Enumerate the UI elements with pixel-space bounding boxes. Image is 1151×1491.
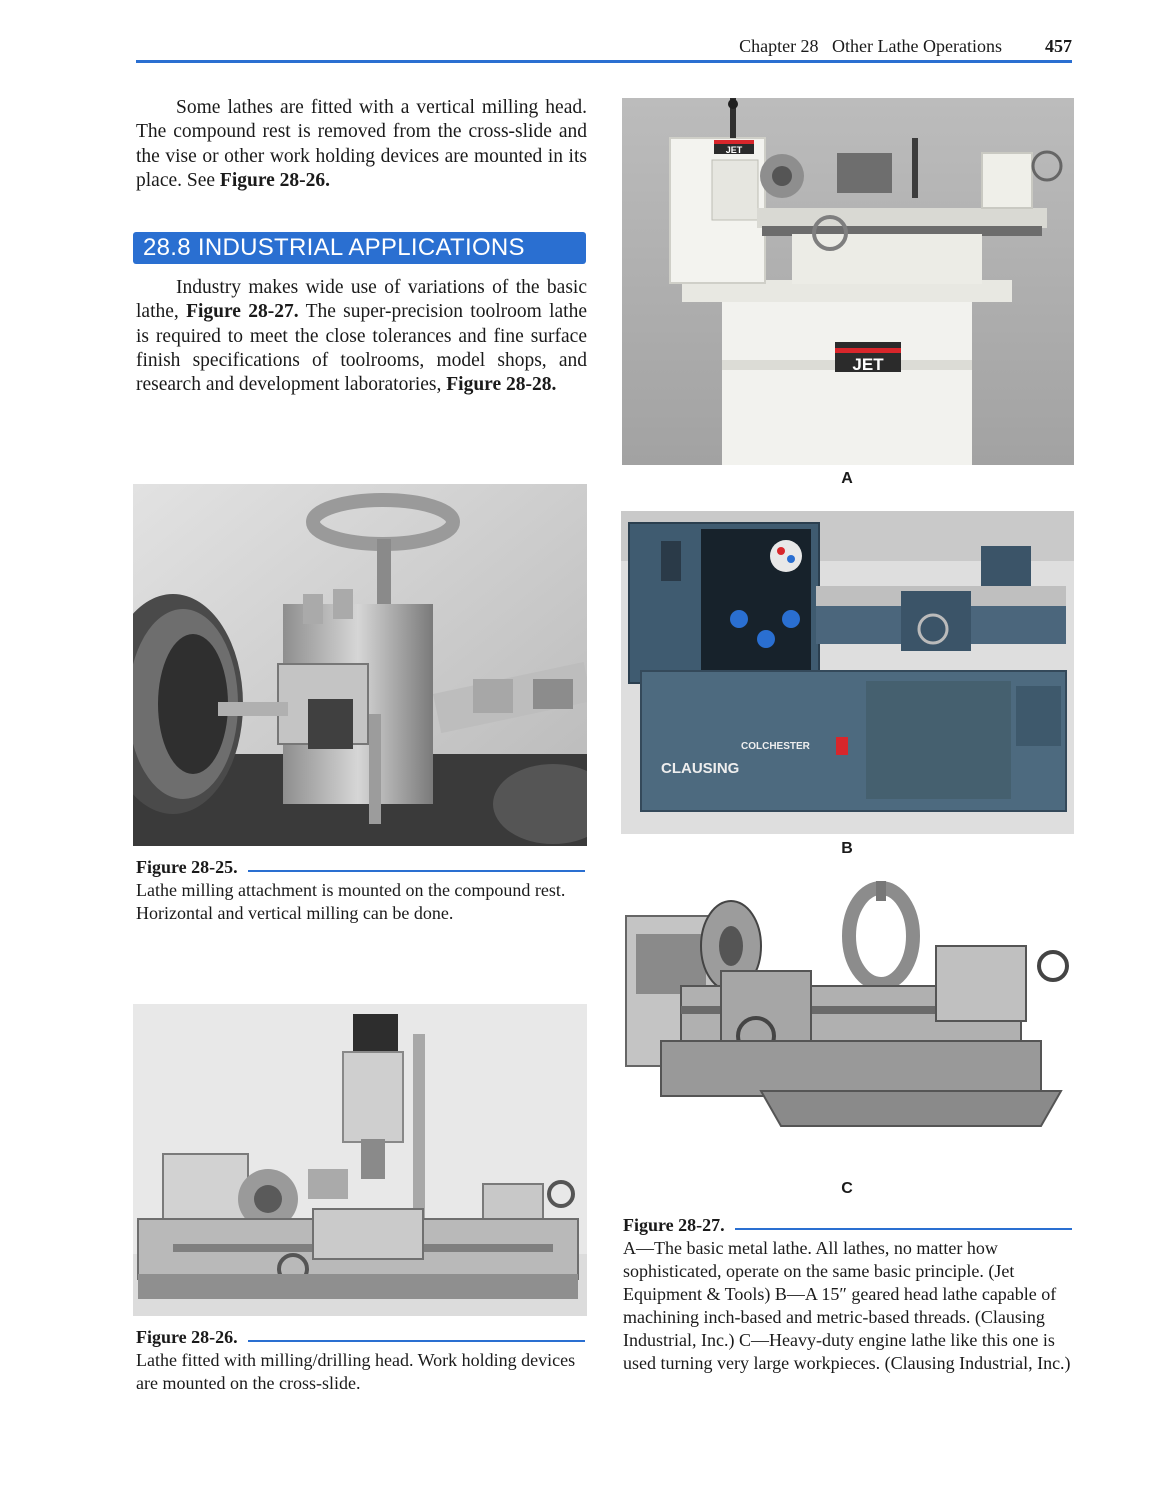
chapter-title: Chapter 28 Other Lathe Operations [739,36,1002,56]
figure-28-27-caption [623,1214,1072,1375]
figure-28-27-label-a: A [841,470,853,487]
figure-28-25-photo [133,484,587,846]
figure-28-27a-photo [622,98,1074,465]
figure-28-26-caption-head [136,1326,585,1349]
figure-28-25-title: Figure 28-25. [136,857,238,877]
figure-28-27b-photo [621,511,1074,834]
figure-28-25-caption [136,856,585,925]
jet-headstock-logo: JET [725,145,743,155]
section-figure-ref-2: Figure 28-28. [446,374,557,396]
figure-28-27-caption-head [623,1214,1072,1237]
figure-28-27c-photo [621,876,1074,1172]
page-number: 457 [1045,36,1072,56]
caption-rule [248,1340,585,1342]
colchester-logo: COLCHESTER [741,741,810,752]
figure-28-26-caption [136,1326,585,1395]
section-heading: 28.8 INDUSTRIAL APPLICATIONS [133,232,586,264]
intro-paragraph [136,96,587,193]
figure-28-26-title: Figure 28-26. [136,1327,238,1347]
section-text-2: The super-precision toolroom lathe is required to meet the close tolerances and fine surface finish specifications of toolrooms, model shops, and research and development laboratories, [136,301,587,396]
figure-28-27-title: Figure 28-27. [623,1215,725,1235]
section-text-1: Industry makes wide use of variations of the basic lathe, [136,277,587,323]
intro-figure-ref: Figure 28-26. [219,169,331,191]
section-figure-ref-1: Figure 28-27. [186,301,299,323]
figure-28-25-caption-head [136,856,585,879]
figure-28-25-caption-text: Lathe milling attachment is mounted on the compound rest. Horizontal and vertical milling can be done. [136,880,566,923]
figure-28-27-label-c: C [841,1180,853,1197]
caption-rule [735,1228,1072,1230]
figure-28-26-photo [133,1004,587,1316]
jet-stand-logo: JET [852,355,884,374]
caption-rule [248,870,585,872]
figure-28-27-caption-text: A—The basic metal lathe. All lathes, no matter how sophisticated, operate on the same basic principle. (Jet Equipment & Tools) B—A 15″ geared head lathe capable of machining inch-based and metric-based threads. (Clausing Industrial, Inc.) C—Heavy-duty engine lathe like this one is used turning very large workpieces. (Clausing Industrial, Inc.) [623,1238,1071,1373]
running-header [136,34,1072,63]
figure-28-27-label-b: B [841,840,853,857]
section-paragraph [136,276,587,397]
figure-28-26-caption-text: Lathe fitted with milling/drilling head. Work holding devices are mounted on the cross-slide. [136,1350,576,1393]
clausing-logo: CLAUSING [661,760,740,777]
intro-text: Some lathes are fitted with a vertical milling head. The compound rest is removed from the cross-slide and the vise or other work holding devices are mounted in its place. See [136,97,587,191]
